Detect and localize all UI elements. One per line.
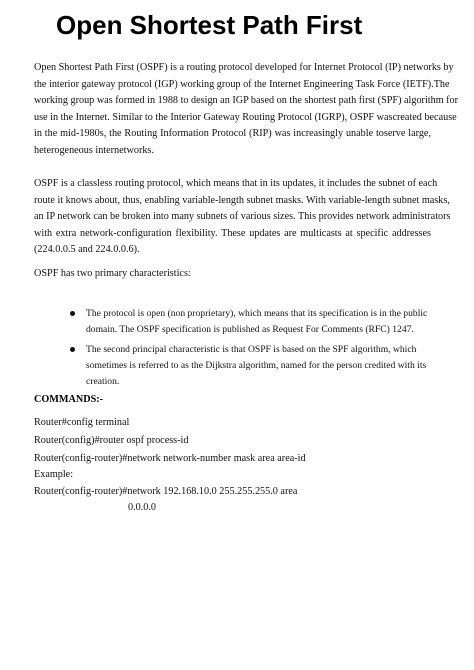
command-line: Router#config terminal: [34, 417, 130, 428]
bullet-dot-icon: [70, 347, 75, 352]
characteristics-intro: [34, 266, 431, 283]
list-item: [70, 342, 432, 390]
bullet-dot-icon: [70, 311, 75, 316]
command-line: 0.0.0.0: [128, 502, 157, 513]
list-item-line: The protocol is open (non proprietary), which means that its specification is in the public: [86, 308, 428, 319]
intro-paragraph: [34, 60, 459, 159]
list-item-line: sometimes is referred to as the Dijkstra algorithm, named for the person credited with its: [86, 360, 427, 371]
page-title: Open Shortest Path First: [56, 10, 363, 40]
classless-line: with extra network-configuration flexibility. These updates are multicasts at specific addresses: [34, 227, 431, 239]
intro-line: in the mid-1980s, the Routing Information Protocol (RIP) was increasingly unable toserve large,: [34, 128, 431, 139]
intro-line: use in the Internet. Similar to the Interior Gateway Routing Protocol (IGRP), OSPF wascreated because: [34, 111, 457, 123]
list-item-line: The second principal characteristic is that OSPF is based on the SPF algorithm, which: [86, 344, 417, 355]
classless-line: route it knows about, thus, enabling variable-length subnet masks. With variable-length subnet masks,: [34, 194, 450, 206]
list-item-line: domain. The OSPF specification is published as Request For Comments (RFC) 1247.: [86, 324, 414, 335]
intro-line: Open Shortest Path First (OSPF) is a routing protocol developed for Internet Protocol (IP) networks by: [34, 62, 454, 73]
command-line: Router(config)#router ospf process-id: [34, 435, 189, 446]
command-line: Router(config-router)#network network-number mask area area-id: [34, 453, 306, 464]
commands-heading: COMMANDS:-: [34, 394, 104, 405]
classless-line: OSPF is a classless routing protocol, which means that in its updates, it includes the subnet of each: [34, 178, 438, 189]
characteristics-list: [70, 306, 432, 394]
classless-paragraph: [34, 176, 451, 259]
intro-line: heterogeneous internetworks.: [34, 144, 154, 156]
list-item-line: creation.: [86, 376, 120, 387]
intro-line: working group was formed in 1988 to design an IGP based on the shortest path first (SPF) algorithm for: [34, 95, 459, 106]
classless-line: an IP network can be broken into many subnets of various sizes. This provides network administrators: [34, 211, 451, 222]
characteristics-intro-text: OSPF has two primary characteristics:: [34, 268, 191, 279]
list-item: [70, 306, 432, 338]
intro-line: the interior gateway protocol (IGP) working group of the Internet Engineering Task Force (IETF).The: [34, 78, 450, 90]
classless-line: (224.0.0.5 and 224.0.0.6).: [34, 244, 140, 255]
command-line: Router(config-router)#network 192.168.10.0 255.255.255.0 area: [34, 486, 298, 497]
example-label: Example:: [34, 469, 74, 480]
